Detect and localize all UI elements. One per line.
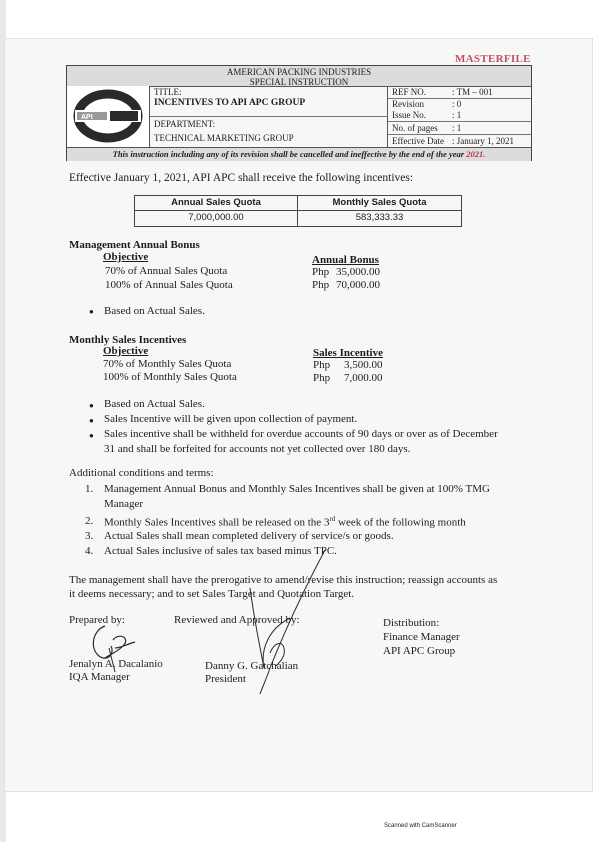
bonus-currency-100: Php xyxy=(312,279,330,291)
incentive-objective-70: 70% of Monthly Sales Quota xyxy=(103,358,232,370)
quota-table xyxy=(134,195,462,227)
approved-by-label: Reviewed and Approved by: xyxy=(174,614,300,626)
bonus-objective-100: 100% of Annual Sales Quota xyxy=(105,279,233,291)
condition-4: Actual Sales inclusive of sales tax based minus TPC. xyxy=(104,545,337,557)
bonus-amount-70: 35,000.00 xyxy=(336,266,380,278)
company-name: AMERICAN PACKING INDUSTRIES xyxy=(226,67,372,77)
incentive-note-2: Sales Incentive will be given upon collection of payment. xyxy=(104,413,358,425)
prepared-name: Jenalyn A. Dacalanio xyxy=(69,658,163,670)
bonus-note: Based on Actual Sales. xyxy=(104,305,205,317)
closing-line-2: it deems necessary; and to set Sales Target and Quotation Target. xyxy=(69,588,355,600)
table-header-annual: Annual Sales Quota xyxy=(171,197,261,208)
incentive-note-3: Sales incentive shall be withheld for overdue accounts of 90 days or over as of December xyxy=(104,428,498,440)
closing-line-1: The management shall have the prerogative to amend/revise this instruction; reassign accounts as xyxy=(69,574,498,586)
condition-2: Monthly Sales Incentives shall be released on the 3rd week of the following month xyxy=(104,515,466,529)
table-header-monthly: Monthly Sales Quota xyxy=(332,197,427,208)
bonus-amount-100: 70,000.00 xyxy=(336,279,380,291)
logo-text: API xyxy=(81,114,93,121)
ref-label: REF NO. xyxy=(392,87,427,97)
document-type: SPECIAL INSTRUCTION xyxy=(249,77,349,87)
condition-number: 2. xyxy=(85,515,94,527)
distribution-label: Distribution: xyxy=(383,617,440,629)
incentive-amount-100: 7,000.00 xyxy=(344,372,383,384)
masterfile-stamp: MASTERFILE xyxy=(455,53,531,65)
incentive-note-3-cont: 31 and shall be forfeited for accounts not yet collected over 180 days. xyxy=(104,443,411,455)
approved-name: Danny G. Gatchalian xyxy=(205,660,299,672)
pages-label: No. of pages xyxy=(392,123,438,133)
condition-number: 3. xyxy=(85,530,94,542)
distribution-recipient: Finance Manager xyxy=(383,631,460,643)
title-label: TITLE: xyxy=(154,87,182,97)
document-header xyxy=(66,65,532,161)
table-cell-monthly: 583,333.33 xyxy=(355,212,404,223)
department-label: DEPARTMENT: xyxy=(154,119,216,129)
incentive-currency-100: Php xyxy=(313,372,331,384)
sales-incentive-label: Sales Incentive xyxy=(313,347,383,359)
condition-number: 1. xyxy=(85,483,94,495)
distribution-recipient: API APC Group xyxy=(383,645,456,657)
bullet-icon: ● xyxy=(89,416,94,425)
header-meta xyxy=(388,86,531,147)
header-footer-note xyxy=(67,147,531,161)
header-title-section xyxy=(150,86,388,147)
bullet-icon: ● xyxy=(89,401,94,410)
intro-text: Effective January 1, 2021, API APC shall receive the following incentives: xyxy=(69,172,414,184)
issue-value: : 1 xyxy=(452,110,462,120)
company-logo xyxy=(67,86,150,147)
condition-number: 4. xyxy=(85,545,94,557)
issue-label: Issue No. xyxy=(392,110,426,120)
ref-value: : TM – 001 xyxy=(452,87,493,97)
scanner-watermark: Scanned with CamScanner xyxy=(384,823,457,829)
revision-value: : 0 xyxy=(452,99,462,109)
incentive-currency-70: Php xyxy=(313,359,331,371)
prepared-by-label: Prepared by: xyxy=(69,614,125,626)
monthly-incentives-heading: Monthly Sales Incentives xyxy=(69,334,187,346)
footer-text: This instruction including any of its revision shall be cancelled and ineffective by the end of the year xyxy=(112,149,465,159)
bonus-currency-70: Php xyxy=(312,266,330,278)
table-cell-annual: 7,000,000.00 xyxy=(188,212,244,223)
annual-bonus-label: Annual Bonus xyxy=(312,254,379,266)
header-title-band xyxy=(67,66,531,87)
incentive-amount-70: 3,500.00 xyxy=(344,359,383,371)
department-value: TECHNICAL MARKETING GROUP xyxy=(154,133,294,143)
effective-label: Effective Date xyxy=(392,136,445,146)
condition-1: Management Annual Bonus and Monthly Sales Incentives shall be given at 100% TMG xyxy=(104,483,490,495)
objective-label: Objective xyxy=(103,345,149,357)
title-value: INCENTIVES TO API APC GROUP xyxy=(154,98,306,108)
revision-label: Revision xyxy=(392,99,425,109)
incentive-objective-100: 100% of Monthly Sales Quota xyxy=(103,371,237,383)
condition-1-cont: Manager xyxy=(104,498,144,510)
management-bonus-heading: Management Annual Bonus xyxy=(69,239,200,251)
objective-label: Objective xyxy=(103,251,149,263)
pages-value: : 1 xyxy=(452,123,462,133)
api-logo-icon xyxy=(67,86,149,147)
bonus-objective-70: 70% of Annual Sales Quota xyxy=(105,265,228,277)
bullet-icon: ● xyxy=(89,431,94,440)
condition-3: Actual Sales shall mean completed delivery of service/s or goods. xyxy=(104,530,394,542)
incentive-note-1: Based on Actual Sales. xyxy=(104,398,205,410)
bullet-icon: ● xyxy=(89,307,94,316)
footer-year: 2021. xyxy=(466,149,486,159)
additional-heading: Additional conditions and terms: xyxy=(69,467,214,479)
prepared-title: IQA Manager xyxy=(69,671,130,683)
approved-title: President xyxy=(205,673,246,685)
effective-value: : January 1, 2021 xyxy=(452,136,514,146)
